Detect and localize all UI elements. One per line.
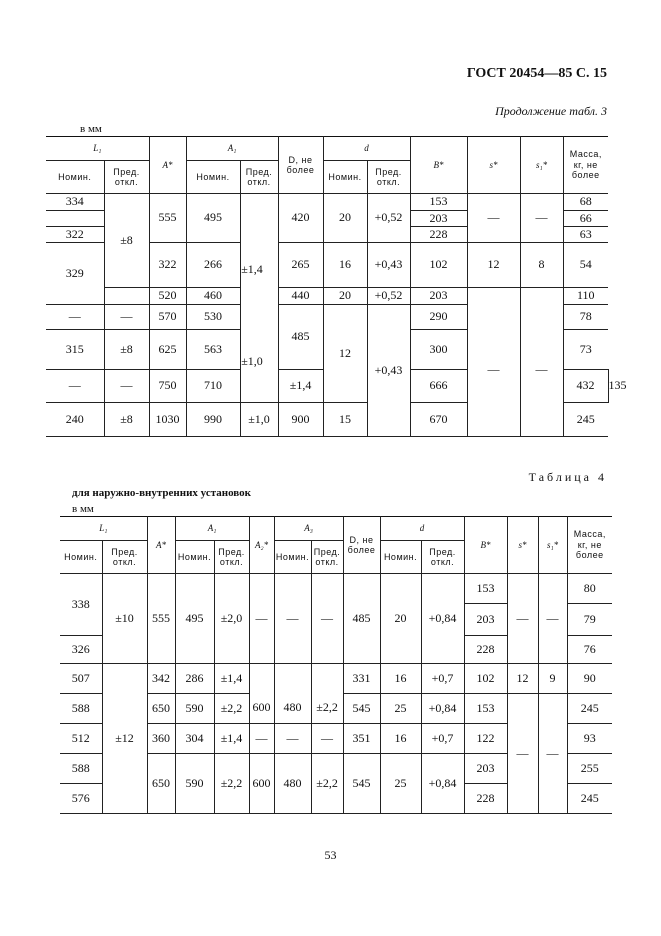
table-cell: 78 (563, 305, 608, 330)
table-cell: 900 (278, 403, 323, 437)
table-cell: 153 (464, 574, 507, 604)
table-cell: 12 (467, 243, 520, 288)
table-cell: 245 (567, 784, 612, 814)
table-cell: 590 (175, 694, 214, 724)
table-cell: 480 (274, 694, 311, 724)
table-cell: 203 (464, 604, 507, 636)
table-cell: 432 (563, 370, 608, 403)
table-cell: ±1,4 (214, 664, 249, 694)
table-cell: 73 (563, 330, 608, 370)
table-cell: 1030 (149, 403, 186, 437)
table-cell: 315 (46, 330, 104, 370)
table-cell: 329 (46, 243, 104, 305)
col-A1-pred: Пред. откл. (240, 161, 278, 194)
col-d-pred: Пред. откл. (421, 541, 464, 574)
table-cell: 16 (323, 243, 367, 288)
table-cell: 25 (380, 694, 421, 724)
table-cell: 322 (46, 227, 104, 243)
col-s: s* (467, 137, 520, 194)
table-cell: — (311, 724, 343, 754)
table-cell: — (538, 574, 567, 664)
table-cell: 710 (186, 370, 240, 403)
table-cell: 555 (149, 194, 186, 243)
table-cell: 588 (60, 754, 102, 784)
table-cell: ±2,2 (214, 694, 249, 724)
table-cell: 255 (567, 754, 612, 784)
col-A1-nomin: Номин. (186, 161, 240, 194)
table-cell: 290 (410, 305, 467, 330)
table-continuation-caption: Продолжение табл. 3 (495, 104, 607, 118)
table-cell (249, 664, 274, 694)
table-cell: 322 (149, 243, 186, 288)
table-cell: 286 (175, 664, 214, 694)
table-cell: 12 (323, 305, 367, 403)
table-cell: 90 (567, 664, 612, 694)
table-cell: +0,7 (421, 724, 464, 754)
col-d-nomin: Номин. (323, 161, 367, 194)
table-cell: 485 (343, 574, 380, 664)
col-A1-pred: Пред. откл. (214, 541, 249, 574)
table-cell: 590 (175, 754, 214, 814)
table-cell: 20 (323, 194, 367, 243)
table-cell: 20 (380, 574, 421, 664)
col-A3-pred: Пред. откл. (311, 541, 343, 574)
col-L1: L₁ (60, 517, 147, 541)
table-cell: 12 (507, 664, 538, 694)
table-cell: 15 (323, 403, 367, 437)
col-A: A* (147, 517, 175, 574)
col-A3: A₃ (274, 517, 343, 541)
col-mass: Масса, кг, не более (563, 137, 608, 194)
table-cell: 666 (410, 370, 467, 403)
table-cell (274, 664, 311, 694)
table-cell: ±2,0 (214, 574, 249, 664)
col-L1-nomin: Номин. (60, 541, 102, 574)
table-cell: ±1,4 (214, 724, 249, 754)
table-cell: 25 (380, 754, 421, 814)
col-s1: s₁* (520, 137, 563, 194)
table-cell: ±1,0 (240, 403, 278, 437)
table-cell: ±2,2 (214, 754, 249, 814)
col-d-nomin: Номин. (380, 541, 421, 574)
col-A1: A₁ (175, 517, 249, 541)
col-s1: s₁* (538, 517, 567, 574)
table-cell: 600 (249, 754, 274, 814)
table-cell: — (467, 305, 520, 437)
table-cell: +0,43 (367, 243, 410, 288)
table-cell: 63 (563, 227, 608, 243)
table-cell (311, 664, 343, 694)
table-cell: 576 (60, 784, 102, 814)
col-A2: A₂* (249, 517, 274, 574)
col-A: A* (149, 137, 186, 194)
col-A3-nomin: Номин. (274, 541, 311, 574)
col-d: d (323, 137, 410, 161)
table-cell (104, 288, 149, 305)
table-cell: 8 (520, 243, 563, 288)
table-cell: 228 (464, 784, 507, 814)
table-cell: — (46, 370, 104, 403)
table-cell: 545 (343, 694, 380, 724)
table-cell: 110 (563, 288, 608, 305)
table-cell: ±2,2 (311, 754, 343, 814)
table-cell: — (520, 194, 563, 243)
table-cell: +0,84 (421, 754, 464, 814)
table4-subtitle: для наружно-внутренних установок (72, 487, 252, 499)
table-cell: ±8 (104, 194, 149, 288)
col-L1-pred: Пред. откл. (104, 161, 149, 194)
table-cell: ±1,4 (278, 370, 323, 403)
table-cell: — (274, 724, 311, 754)
table-cell: 990 (186, 403, 240, 437)
table-cell: 507 (60, 664, 102, 694)
table-cell: 300 (410, 330, 467, 370)
table-cell: 66 (563, 211, 608, 227)
table-cell: 520 (149, 288, 186, 305)
table-cell: +0,52 (367, 194, 410, 243)
table3-unit: в мм (80, 123, 102, 135)
table-cell: 16 (380, 664, 421, 694)
table-cell: +0,52 (367, 288, 410, 305)
table-cell: ±1,0 (241, 354, 263, 368)
table-cell: 495 (186, 194, 240, 243)
table-cell: — (249, 574, 274, 664)
table-cell: — (104, 305, 149, 330)
table-cell: 102 (410, 243, 467, 288)
table-cell: 650 (147, 694, 175, 724)
table-cell: 338 (60, 574, 102, 636)
table-cell: 16 (380, 724, 421, 754)
table-cell: 79 (567, 604, 612, 636)
table-cell: 342 (147, 664, 175, 694)
col-A1-nomin: Номин. (175, 541, 214, 574)
table-cell: — (104, 370, 149, 403)
table-cell: — (311, 574, 343, 664)
table-cell: 203 (410, 288, 467, 305)
col-B: B* (410, 137, 467, 194)
table-cell: 153 (464, 694, 507, 724)
table-cell: 600 (249, 694, 274, 724)
table-cell: 650 (147, 754, 175, 814)
table-cell: — (467, 194, 520, 243)
table-cell: 351 (343, 724, 380, 754)
col-L1-nomin: Номин. (46, 161, 104, 194)
table-cell: 440 (278, 288, 323, 305)
col-A1: A₁ (186, 137, 278, 161)
table-cell: 360 (147, 724, 175, 754)
table-cell (240, 194, 278, 403)
table-cell (46, 211, 104, 227)
table-cell: 460 (186, 288, 240, 305)
table-cell: 93 (567, 724, 612, 754)
page-number: 53 (324, 848, 337, 862)
table-cell: ±12 (102, 664, 147, 814)
table-cell (520, 288, 563, 305)
table-cell: 245 (567, 694, 612, 724)
table-cell: 9 (538, 664, 567, 694)
table-cell: 334 (46, 194, 104, 211)
table-cell: +0,43 (367, 305, 410, 437)
table-cell: 203 (410, 211, 467, 227)
table-cell: +0,84 (421, 574, 464, 664)
table-cell: 495 (175, 574, 214, 664)
table-cell: 266 (186, 243, 240, 288)
table4 (60, 516, 612, 814)
table-cell: ±8 (104, 403, 149, 437)
table-cell: +0,7 (421, 664, 464, 694)
table-cell: — (249, 724, 274, 754)
table-cell: 68 (563, 194, 608, 211)
table-cell: — (507, 574, 538, 664)
table-cell: 625 (149, 330, 186, 370)
table-cell: 203 (464, 754, 507, 784)
page-header: ГОСТ 20454—85 С. 15 (466, 66, 607, 81)
col-d-pred: Пред. откл. (367, 161, 410, 194)
table4-unit: в мм (72, 503, 94, 515)
table-cell: 570 (149, 305, 186, 330)
table-cell: 20 (323, 288, 367, 305)
table-cell: ±8 (104, 330, 149, 370)
col-L1-pred: Пред. откл. (102, 541, 147, 574)
table-cell: 331 (343, 664, 380, 694)
table-cell: 670 (410, 403, 467, 437)
table-cell: 265 (278, 243, 323, 288)
table-cell: ±1,4 (241, 262, 263, 276)
table-cell: 545 (343, 754, 380, 814)
table-cell: 480 (274, 754, 311, 814)
table-cell: 240 (46, 403, 104, 437)
table-cell: — (520, 305, 563, 437)
table-cell: 326 (60, 636, 102, 664)
table-cell: 76 (567, 636, 612, 664)
table-cell: 228 (410, 227, 467, 243)
table-cell: 420 (278, 194, 323, 243)
table-cell: 750 (149, 370, 186, 403)
table-cell: ±2,2 (311, 694, 343, 724)
table-cell: 122 (464, 724, 507, 754)
table-cell: — (274, 574, 311, 664)
table4-caption: Таблица 4 (528, 470, 607, 484)
table-cell: 563 (186, 330, 240, 370)
table-cell: ±10 (102, 574, 147, 664)
col-s: s* (507, 517, 538, 574)
table-cell: 588 (60, 694, 102, 724)
table-cell: — (538, 694, 567, 814)
table-cell: 153 (410, 194, 467, 211)
table-cell: 245 (563, 403, 608, 437)
table3: L₁ A* A₁ D, не более d B* s* s₁* Масса, кг, не более Номин. Пред. откл. Номин. Пред. откл. Номин. Пред. откл. 334 ±8 555 495 420 20 +0,52 153 — — 68 203 66 322 228 63 329 322 266 265 16 +0,43 102 12 8 54 520 460 440 20 +0,52 203 110 — — 570 530 485 12 +0,43 290 — — 78 315 ±8 625 563 300 73 — — 750 710 ±1,4 666 432 135 240 ±8 1030 990 ±1,0 900 15 670 245 (46, 136, 608, 437)
col-D: D, не более (343, 517, 380, 574)
col-mass: Масса, кг, не более (567, 517, 612, 574)
table-cell: 555 (147, 574, 175, 664)
table-cell: 102 (464, 664, 507, 694)
table-cell: 54 (563, 243, 608, 288)
table-cell: — (507, 694, 538, 814)
table-cell: +0,84 (421, 694, 464, 724)
col-D: D, не более (278, 137, 323, 194)
table-cell: — (46, 305, 104, 330)
table-cell: 228 (464, 636, 507, 664)
col-d: d (380, 517, 464, 541)
table-cell: 512 (60, 724, 102, 754)
col-B: B* (464, 517, 507, 574)
table-cell: 80 (567, 574, 612, 604)
table-cell: 304 (175, 724, 214, 754)
table-cell (467, 288, 520, 305)
table-cell: 530 (186, 305, 240, 330)
table-cell: 485 (278, 305, 323, 370)
col-L1: L₁ (46, 137, 149, 161)
